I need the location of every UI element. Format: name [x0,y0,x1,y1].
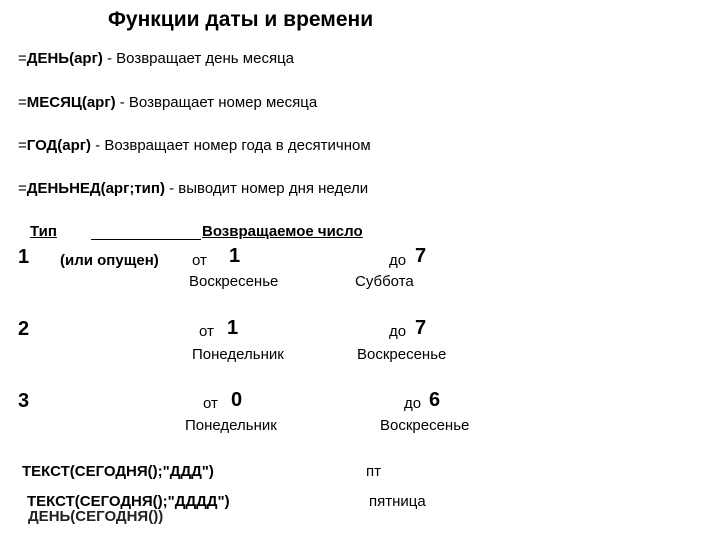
header-type: Тип [30,223,57,240]
to-day: Воскресенье [380,417,470,434]
overlapped-formula: ДЕНЬ(СЕГОДНЯ()) [28,508,164,525]
type-number: 2 [18,318,30,340]
from-day: Воскресенье [189,273,279,290]
function-name: ДЕНЬ(арг) [26,50,103,67]
function-desc: - Возвращает номер года в десятичном [90,137,371,154]
from-day: Понедельник [185,417,277,434]
function-name: МЕСЯЦ(арг) [26,94,116,111]
to-day: Воскресенье [357,346,447,363]
example-formula: ТЕКСТ(СЕГОДНЯ();"ДДДД") [27,493,230,510]
example-result: пятница [369,493,426,510]
from-word: от [199,323,214,340]
example-result: пт [366,463,381,480]
function-name: ДЕНЬНЕД(арг;тип) [26,180,165,197]
function-desc: - Возвращает день месяца [102,50,295,67]
page-title: Функции даты и времени [108,8,374,31]
function-year: =ГОД(арг) - Возвращает номер года в десятичном [18,137,371,154]
function-month: =МЕСЯЦ(арг) - Возвращает номер месяца [18,94,318,111]
to-value: 7 [415,245,427,267]
example-formula: ТЕКСТ(СЕГОДНЯ();"ДДД") [22,463,214,480]
type-number: 1 [18,246,30,268]
from-word: от [192,252,207,269]
function-desc: - выводит номер дня недели [164,180,369,197]
type-number: 3 [18,390,30,412]
function-day: =ДЕНЬ(арг) - Возвращает день месяца [18,50,295,67]
function-name: ГОД(арг) [26,137,91,154]
from-value: 0 [231,389,243,411]
from-value: 1 [229,245,241,267]
header-returned: Возвращаемое число [202,223,363,240]
from-day: Понедельник [192,346,284,363]
from-word: от [203,395,218,412]
to-word: до [389,252,407,269]
function-desc: - Возвращает номер месяца [115,94,318,111]
to-day: Суббота [355,273,414,290]
from-value: 1 [227,317,239,339]
header-underline [91,239,201,240]
to-word: до [389,323,407,340]
function-weekday: =ДЕНЬНЕД(арг;тип) - выводит номер дня недели [18,180,369,197]
type-note: (или опущен) [60,252,159,269]
to-word: до [404,395,422,412]
to-value: 7 [415,317,427,339]
to-value: 6 [429,389,441,411]
